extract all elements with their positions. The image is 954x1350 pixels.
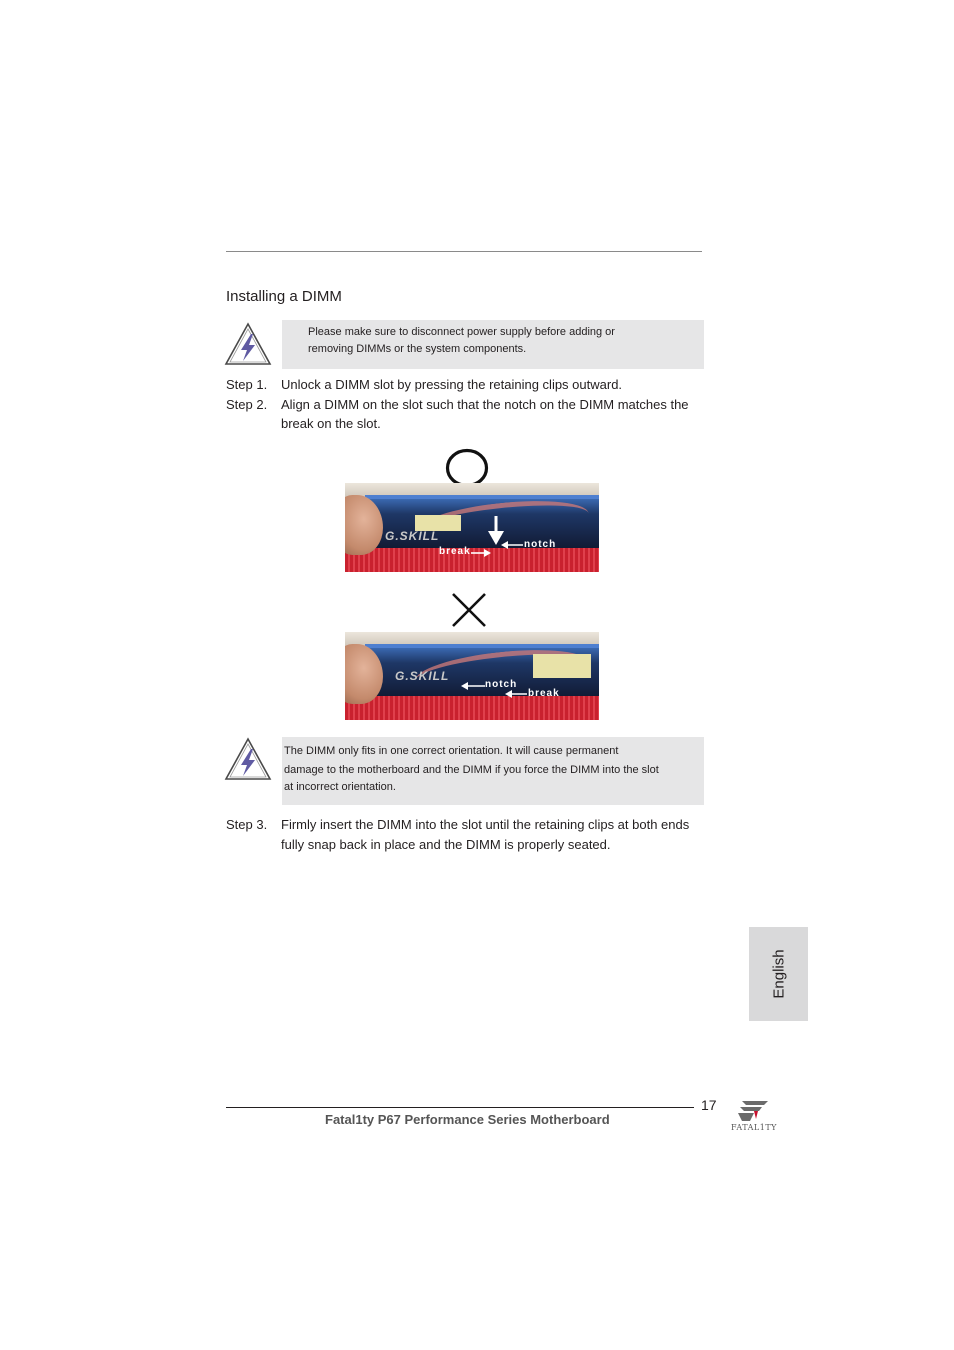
caution-line: Please make sure to disconnect power supply before adding or: [308, 326, 615, 338]
step-text: break on the slot.: [281, 416, 381, 431]
language-tab-label: English: [770, 949, 787, 999]
step-text: fully snap back in place and the DIMM is properly seated.: [281, 837, 611, 852]
step-label: Step 3.: [226, 817, 268, 832]
section-title: Installing a DIMM: [226, 288, 342, 305]
dimm-brand-label: G.SKILL: [385, 529, 440, 543]
dimm-photo-correct: [345, 483, 599, 572]
step-text: Firmly insert the DIMM into the slot until the retaining clips at both ends: [281, 817, 690, 832]
page-number: 17: [701, 1097, 717, 1113]
caution-box-2: [282, 737, 704, 805]
notch-label: notch: [524, 539, 557, 550]
step-label: Step 1.: [226, 377, 268, 392]
incorrect-x-icon: [450, 591, 488, 629]
language-tab: [749, 927, 808, 1021]
step-label: Step 2.: [226, 397, 268, 412]
break-label: break: [439, 546, 471, 557]
top-rule: [226, 251, 702, 252]
arrow-icons: [345, 483, 599, 572]
notch-label: notch: [485, 679, 518, 690]
step-text: Unlock a DIMM slot by pressing the retaining clips outward.: [281, 377, 623, 392]
footer-rule: [226, 1107, 694, 1108]
caution-box-1: [282, 320, 704, 369]
caution-line: at incorrect orientation.: [284, 781, 396, 793]
caution-line: The DIMM only fits in one correct orientation. It will cause permanent: [284, 745, 619, 757]
logo-wordmark: FATAL1TY: [731, 1123, 777, 1132]
caution-line: removing DIMMs or the system components.: [308, 343, 527, 355]
warning-icon: [224, 321, 272, 367]
footer-product-name: Fatal1ty P67 Performance Series Motherboard: [325, 1112, 610, 1127]
arrow-icons: [345, 632, 599, 720]
dimm-photo-incorrect: [345, 632, 599, 720]
break-label: break: [528, 688, 560, 699]
warning-icon: [224, 736, 272, 782]
fatal1ty-logo: [728, 1099, 780, 1135]
caution-line: damage to the motherboard and the DIMM if you force the DIMM into the slot: [284, 764, 659, 776]
step-text: Align a DIMM on the slot such that the notch on the DIMM matches the: [281, 397, 689, 412]
dimm-brand-label: G.SKILL: [395, 669, 450, 683]
